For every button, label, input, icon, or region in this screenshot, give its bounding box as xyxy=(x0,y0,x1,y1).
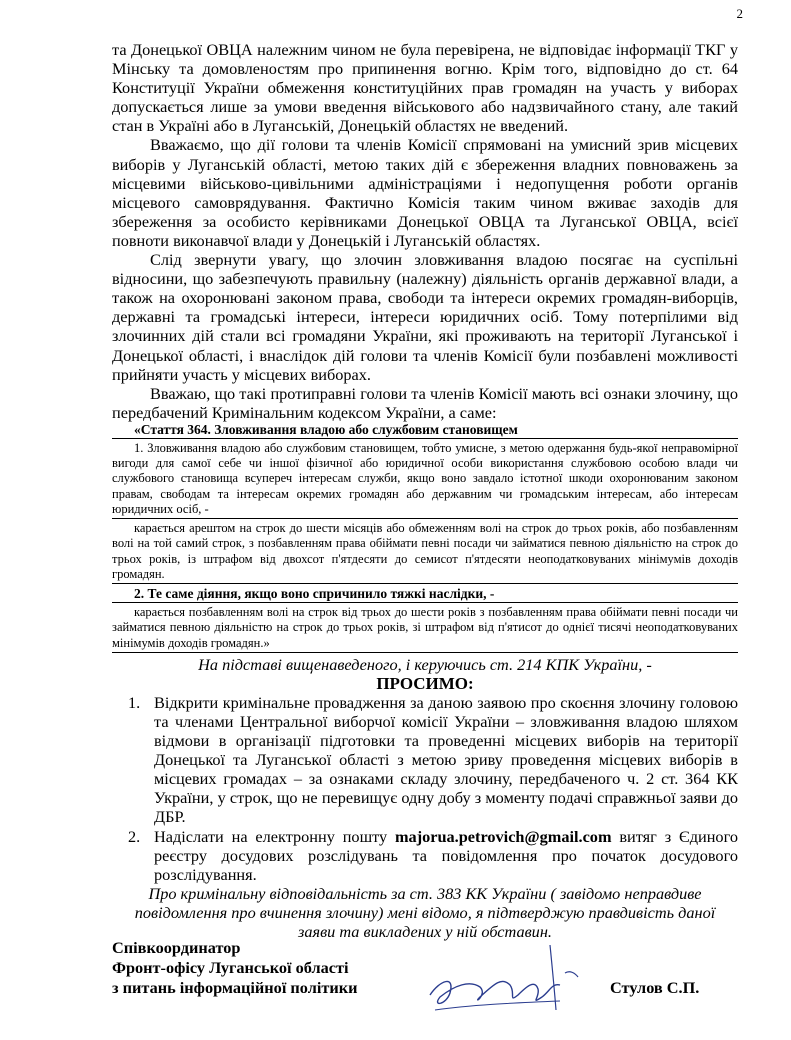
request-item-2 xyxy=(128,826,738,884)
divider xyxy=(112,518,738,519)
legal-basis: На підставі вищенаведеного, і керуючись ст. 214 КПК України, - xyxy=(198,654,652,674)
liability-note: Про кримінальну відповідальність за ст. 383 КК України ( завідомо неправдиве повідомлення про вчинення злочину) мені відомо, я підтверджую правдивість даної заяви та викладених у ній обставин. xyxy=(134,883,716,942)
quote-sanction-1: карається арештом на строк до шести місяців або обмеженням волі на строк до трьох років, або позбавленням волі на той самий строк, з позбавленням права обіймати певні посади чи займатися певною діяльністю на строк до трьох років, із штрафом від двохсот п'ятдесяти до семисот п'ятдесяти неоподатковуваних мінімумів доходів громадян. xyxy=(112,521,738,581)
quote-sanction-2: карається позбавленням волі на строк від трьох до шести років з позбавленням права обіймати певні посади чи займатися певною діяльністю на строк до трьох років, зі штрафом від п'ятисот до однієї тисячі неоподатковуваних мінімумів доходів громадян.» xyxy=(112,605,738,650)
request-title: ПРОСИМО: xyxy=(376,673,474,693)
quote-part-2: 2. Те саме діяння, якщо воно спричинило тяжкі наслідки, - xyxy=(134,585,495,601)
request-number: 2. xyxy=(128,826,141,846)
email-address: majorua.petrovich@gmail.com xyxy=(395,826,612,846)
signatory-title xyxy=(112,938,358,998)
divider xyxy=(112,438,738,439)
handwritten-signature xyxy=(410,925,610,1025)
divider xyxy=(112,602,738,603)
request-list xyxy=(112,693,738,884)
signatory-line-2: Фронт-офісу Луганської області xyxy=(112,958,349,977)
quote-part-1: 1. Зловживання владою або службовим становищем, тобто умисне, з метою одержання будь-якої неправомірної вигоди для самої себе чи іншої фізичної або юридичної особи використання службовою особою влади чи службового становища всупереч інтересам служби, якщо воно завдало істотної шкоди охоронюваним законом правам, свободам та інтересам окремих громадян або державним чи громадським інтересам, або інтересам юридичних осіб, - xyxy=(112,441,738,516)
paragraph-2: Вважаємо, що дії голови та членів Комісії спрямовані на умисний зрив місцевих виборів у Луганській області, метою таких дій є збереження владних повноважень за місцевими військово-цивільними адміністраціями і недопущення роботи органів місцевого самоврядування. Фактично Комісія таким чином вживає заходів для збереження за особисто керівниками Донецької ОВЦА та Луганської ОВЦА, всієї повноти виконавчої влади у Донецькій і Луганській областях. xyxy=(112,135,738,250)
signatory-line-1: Співкоординатор xyxy=(112,938,241,957)
request-number: 1. xyxy=(128,692,141,712)
paragraph-4: Вважаю, що такі протиправні голови та членів Комісії мають всі ознаки злочину, що передбачений Кримінальним кодексом України, а саме: xyxy=(112,383,738,422)
law-quote xyxy=(112,422,738,653)
paragraph-3: Слід звернути увагу, що злочин зловживання владою посягає на суспільні відносини, що забезпечують правильну (належну) діяльність органів державної влади, а також на охоронювані законом права, свободи та інтереси окремих громадян-виборців, державні та громадські інтереси, інтереси юридичних осіб. Тому потерпілими від злочинних дій стали всі громадяни України, які проживають на території Луганської і Донецької області, і внаслідок дій голови та членів Комісії були позбавлені можливості прийняти участь у місцевих виборах. xyxy=(112,250,738,384)
signatory-line-3: з питань інформаційної політики xyxy=(112,978,358,997)
document-body xyxy=(112,40,738,941)
quote-title: «Стаття 364. Зловживання владою або службовим становищем xyxy=(134,421,518,437)
paragraph-1: та Донецької ОВЦА належним чином не була перевірена, не відповідає інформації ТКГ у Мінську та домовленостям про припинення вогню. Крім того, відповідно до ст. 64 Конституції України обмеження конституційних прав громадян на участь у виборах допускається лише за умови введення військового або надзвичайного стану, але такий стан в Україні або в Луганській, Донецькій областях не введений. xyxy=(112,40,738,136)
signatory-name: Стулов С.П. xyxy=(610,978,700,997)
divider xyxy=(112,583,738,584)
request-text-before: Надіслати на електронну пошту xyxy=(154,826,395,846)
request-item-1 xyxy=(128,692,738,827)
request-text: Відкрити кримінальне провадження за даною заявою про скоєння злочину головою та членами Центральної виборчої комісії України – зловживання владою шляхом відмови в організації підготовки та проведенні місцевих виборів на території Донецької та Луганської області з метою зриву проведення місцевих виборів в місцевих громадах – за ознаками складу злочину, передбаченого ч. 2 ст. 364 КК України, у строк, що не перевищує одну добу з моменту подачі справжньої заяви до ДБР. xyxy=(154,692,738,827)
page-number: 2 xyxy=(736,6,743,21)
request-text-after: витяг з Єдиного реєстру досудових розслідувань та повідомлення про початок досудового розслідування. xyxy=(154,826,738,884)
divider xyxy=(112,652,738,653)
